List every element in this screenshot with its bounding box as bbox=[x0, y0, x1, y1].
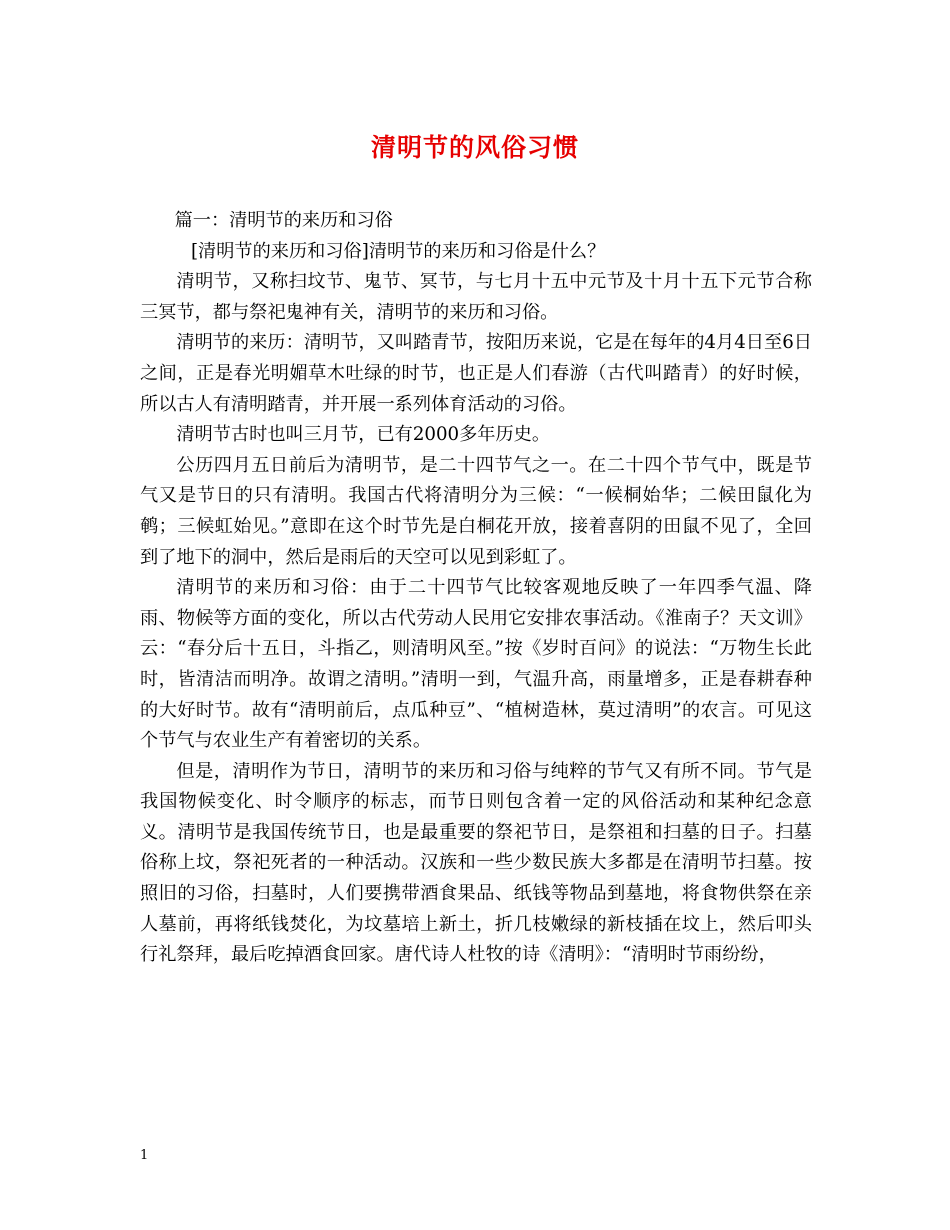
paragraph: 清明节古时也叫三月节，已有2000多年历史。 bbox=[176, 424, 551, 446]
paragraph: 清明节的来历：清明节，又叫踏青节，按阳历来说，它是在每年的4月4日至6日之间，正是春光明媚草木吐绿的时节，也正是人们春游（古代叫踏青）的好时候，所以古人有清明踏青，并开展一系列体育活动的习俗。 bbox=[140, 332, 812, 415]
paragraph: 但是，清明作为节日，清明节的来历和习俗与纯粹的节气又有所不同。节气是我国物候变化、时令顺序的标志，而节日则包含着一定的风俗活动和某种纪念意义。清明节是我国传统节日，也是最重要的祭祀节日，是祭祖和扫墓的日子。扫墓俗称上坟，祭祀死者的一种活动。汉族和一些少数民族大多都是在清明节扫墓。按照旧的习俗，扫墓时，人们要携带酒食果品、纸钱等物品到墓地，将食物供祭在亲人墓前，再将纸钱焚化，为坟墓培上新土，折几枝嫩绿的新枝插在坟上，然后叩头行礼祭拜，最后吃掉酒食回家。唐代诗人杜牧的诗《清明》：“清明时节雨纷纷， bbox=[140, 760, 812, 966]
section-heading: 篇一：清明节的来历和习俗 bbox=[174, 210, 393, 231]
paragraph: 清明节，又称扫坟节、鬼节、冥节，与七月十五中元节及十月十五下元节合称三冥节，都与祭祀鬼神有关，清明节的来历和习俗。 bbox=[140, 271, 812, 323]
page-number: 1 bbox=[140, 1148, 149, 1163]
document-title: 清明节的风俗习惯 bbox=[370, 133, 579, 162]
paragraph: [清明节的来历和习俗]清明节的来历和习俗是什么？ bbox=[190, 240, 606, 262]
paragraph: 公历四月五日前后为清明节，是二十四节气之一。在二十四个节气中，既是节气又是节日的只有清明。我国古代将清明分为三候：“一候桐始华；二候田鼠化为鹌；三候虹始见。”意即在这个时节先是白桐花开放，接着喜阴的田鼠不见了，全回到了地下的洞中，然后是雨后的天空可以见到彩虹了。 bbox=[140, 454, 812, 568]
paragraph: 清明节的来历和习俗：由于二十四节气比较客观地反映了一年四季气温、降雨、物候等方面的变化，所以古代劳动人民用它安排农事活动。《淮南子？天文训》云：“春分后十五日，斗指乙，则清明风至。”按《岁时百问》的说法：“万物生长此时，皆清洁而明净。故谓之清明。”清明一到，气温升高，雨量增多，正是春耕春种的大好时节。故有“清明前后，点瓜种豆”、“植树造林，莫过清明”的农言。可见这个节气与农业生产有着密切的关系。 bbox=[140, 577, 812, 752]
document-body bbox=[140, 206, 812, 971]
